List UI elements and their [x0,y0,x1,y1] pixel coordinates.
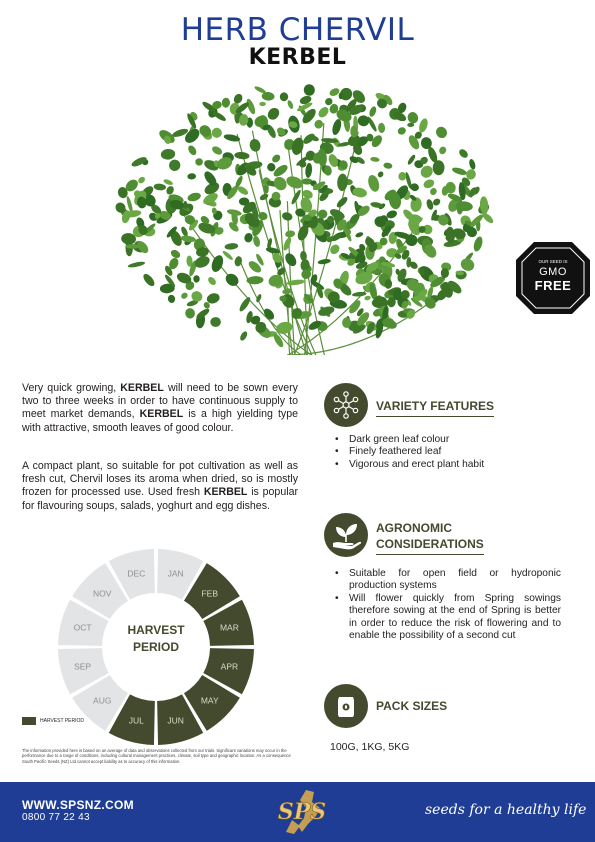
list-item: • Vigorous and erect plant habit [335,459,561,471]
wheel-label-apr: APR [220,661,239,672]
wheel-label-feb: FEB [201,588,219,599]
footer-tagline: seeds for a healthy life [425,802,587,818]
wheel-label-dec: DEC [127,568,146,579]
gmo-badge-line1: OUR SEED IS [538,259,568,264]
phone-number: 0800 77 22 43 [22,812,90,823]
wheel-label-jun: JUN [167,715,184,726]
wheel-label-sep: SEP [74,661,92,672]
description-paragraph-1: Very quick growing, KERBEL will need to be sown every two to three weeks in order to have continuous supply to meet market demands, KERBEL is a high yielding type with attractive, smooth leaves of good colour. [22,382,298,434]
agronomic-heading [376,520,484,555]
wheel-center-line2: PERIOD [132,640,180,654]
list-item: • Will flower quickly from Spring sowings therefore sowing at the end of Spring is better in order to reduce the risk of flowering and to enable the possibility of a second cut [335,593,561,643]
molecule-icon [324,383,368,427]
legend-label: HARVEST PERIOD [40,718,84,724]
wheel-label-jan: JAN [167,568,184,579]
gmo-badge-line3: FREE [534,278,572,293]
agronomic-heading-line2: CONSIDERATIONS [376,537,484,551]
page-title: HERB CHERVIL [180,12,415,48]
wheel-label-nov: NOV [93,588,112,599]
wheel-label-oct: OCT [73,622,92,633]
wheel-label-mar: MAR [219,622,239,633]
list-item: • Suitable for open field or hydroponic production systems [335,568,561,593]
website-link[interactable]: WWW.SPSNZ.COM [22,798,134,812]
list-item: • Dark green leaf colour [335,434,561,446]
list-item: • Finely feathered leaf [335,446,561,458]
description-paragraph-2: A compact plant, so suitable for pot cultivation as well as fresh cut, Chervil loses its aroma when dried, so is mostly frozen for processed use. Used fresh KERBEL is popular for flavouring soups, salads, yoghurt and egg dishes. [22,460,298,512]
wheel-label-aug: AUG [93,695,112,706]
sps-logo [262,786,342,838]
wheel-label-jul: JUL [128,715,144,726]
wheel-label-may: MAY [200,695,219,706]
seedling-hand-icon [324,513,368,557]
chervil-plant-image [110,70,500,355]
agronomic-list [335,568,561,642]
variety-features-list [335,434,561,471]
variety-features-heading: VARIETY FEATURES [376,398,494,417]
wheel-center-line1: HARVEST [127,623,185,637]
harvest-period-wheel [56,547,256,747]
sps-logo-text: SPS [277,799,327,825]
pack-sizes-value: 100G, 1KG, 5KG [330,741,410,753]
variety-name: KERBEL [248,45,347,70]
legend-swatch [22,717,36,725]
pack-sizes-heading: PACK SIZES [376,699,448,713]
agronomic-heading-line1: AGRONOMIC [376,521,452,535]
gmo-badge-line2: GMO [539,266,567,278]
disclaimer-text: The information provided here is based on an average of data and observations collected from our trials. Significant variations may occur in the performance due to a range of conditions, including cultural management practices, climate, soil type and geographic location. As a consequence South Pacific Seeds (NZ) Ltd cannot accept liability as to accuracy of this information. [22,748,291,764]
seed-pack-icon [324,684,368,728]
